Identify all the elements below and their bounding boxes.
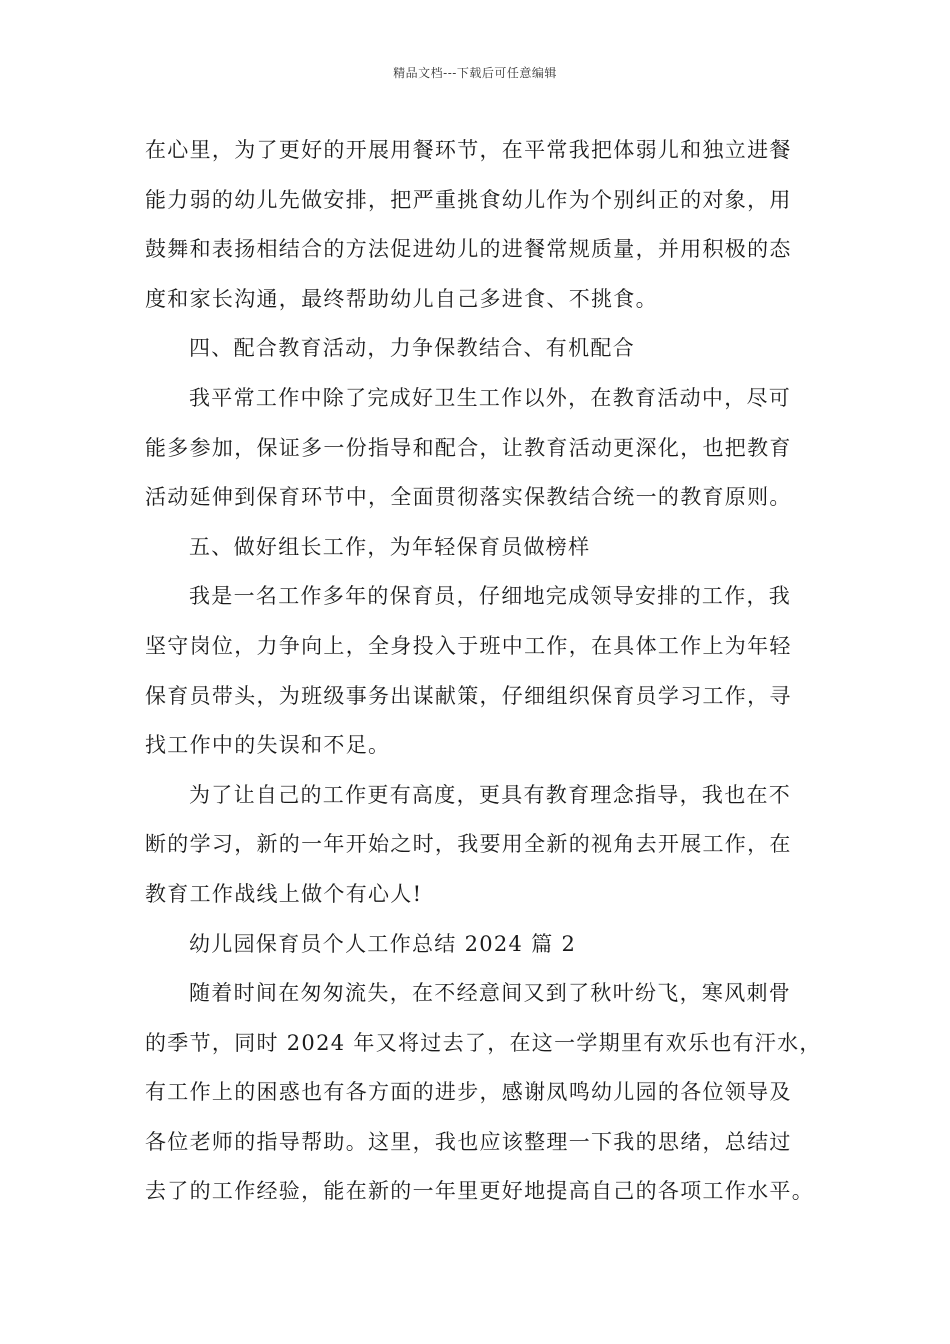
text-line-3: 鼓舞和表扬相结合的方法促进幼儿的进餐常规质量，并用积极的态: [145, 237, 792, 262]
text-line-16: 教育工作战线上做个有心人!: [145, 881, 423, 906]
document-body: [145, 126, 822, 1217]
page-header: 精品文档---下载后可任意编辑: [393, 66, 557, 80]
text-line-6: 我平常工作中除了完成好卫生工作以外，在教育活动中，尽可: [189, 385, 792, 410]
text-line-18: 随着时间在匆匆流失，在不经意间又到了秋叶纷飞，寒风刺骨: [189, 981, 792, 1006]
section-heading-4: 四、配合教育活动，力争保教结合、有机配合: [189, 336, 635, 361]
text-line-12: 保育员带头，为班级事务出谋献策，仔细组织保育员学习工作，寻: [145, 683, 792, 708]
text-line-21: 各位老师的指导帮助。这里，我也应该整理一下我的思绪，总结过: [145, 1129, 792, 1154]
text-line-2: 能力弱的幼儿先做安排，把严重挑食幼儿作为个别纠正的对象，用: [145, 187, 792, 212]
text-line-4: 度和家长沟通，最终帮助幼儿自己多进食、不挑食。: [145, 286, 658, 311]
text-line-22: 去了的工作经验，能在新的一年里更好地提高自己的各项工作水平。: [145, 1179, 814, 1204]
text-line-1: 在心里，为了更好的开展用餐环节，在平常我把体弱儿和独立进餐: [145, 138, 792, 162]
text-line-15: 断的学习，新的一年开始之时，我要用全新的视角去开展工作，在: [145, 832, 792, 857]
text-line-10: 我是一名工作多年的保育员，仔细地完成领导安排的工作，我: [189, 584, 792, 609]
text-line-20: 有工作上的困惑也有各方面的进步，感谢凤鸣幼儿园的各位领导及: [145, 1080, 792, 1105]
text-line-8: 活动延伸到保育环节中，全面贯彻落实保教结合统一的教育原则。: [145, 485, 792, 510]
text-line-14: 为了让自己的工作更有高度，更具有教育理念指导，我也在不: [189, 782, 792, 807]
text-line-13: 找工作中的失误和不足。: [145, 733, 391, 758]
text-line-11: 坚守岗位，力争向上，全身投入于班中工作，在具体工作上为年轻: [145, 633, 792, 658]
text-line-19: 的季节，同时 2024 年又将过去了，在这一学期里有欢乐也有汗水，: [145, 1030, 822, 1055]
text-line-7: 能多参加，保证多一份指导和配合，让教育活动更深化，也把教育: [145, 435, 792, 460]
article-title-2: 幼儿园保育员个人工作总结 2024 篇 2: [189, 931, 577, 956]
section-heading-5: 五、做好组长工作，为年轻保育员做榜样: [189, 534, 591, 559]
